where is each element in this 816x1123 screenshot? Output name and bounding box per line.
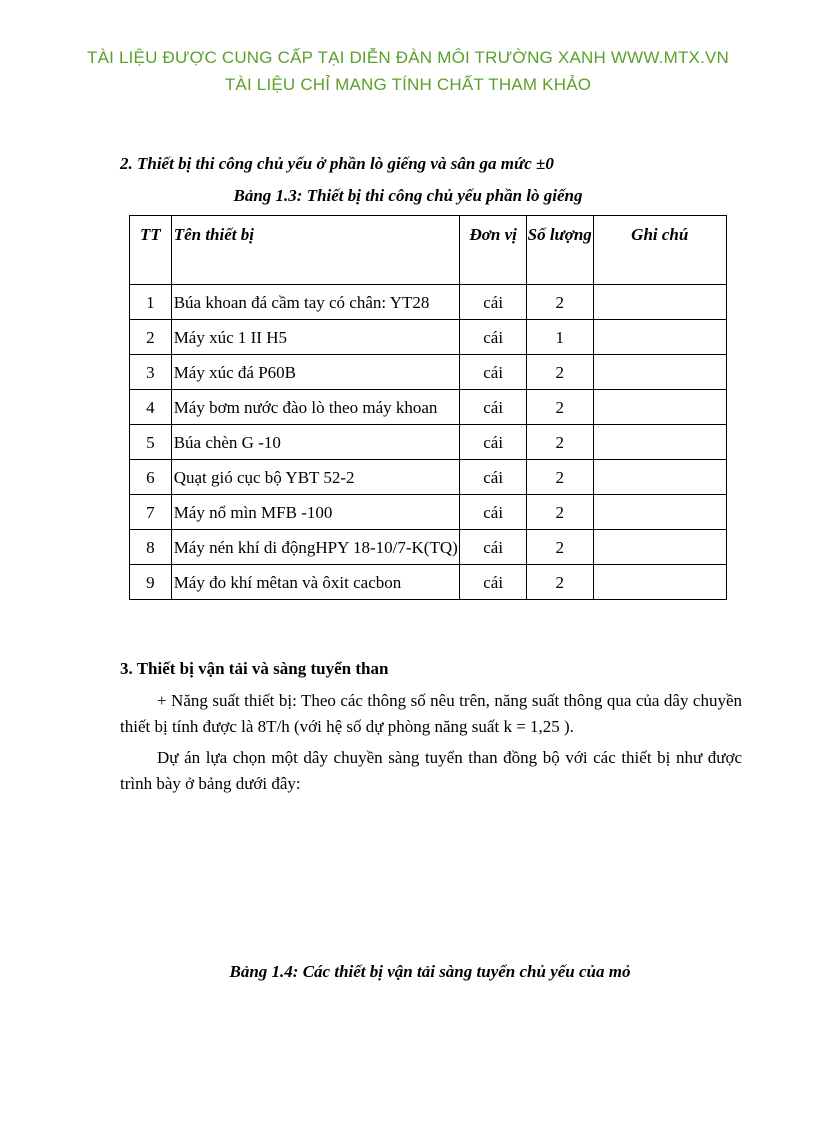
cell-tt: 7 — [130, 495, 172, 530]
cell-note — [593, 320, 726, 355]
equipment-table — [129, 215, 727, 600]
cell-unit: cái — [460, 285, 526, 320]
cell-tt: 6 — [130, 460, 172, 495]
cell-unit: cái — [460, 425, 526, 460]
table-1-3-caption: Bảng 1.3: Thiết bị thi công chủ yếu phần lò giếng — [233, 186, 583, 205]
cell-name: Máy bơm nước đào lò theo máy khoan — [171, 390, 460, 425]
cell-qty: 2 — [526, 355, 593, 390]
cell-note — [593, 460, 726, 495]
cell-unit: cái — [460, 530, 526, 565]
table-1-4-caption: Bảng 1.4: Các thiết bị vận tải sàng tuyển chủ yếu của mỏ — [229, 962, 631, 981]
cell-tt: 9 — [130, 565, 172, 600]
table-row — [130, 460, 727, 495]
cell-qty: 2 — [526, 565, 593, 600]
table-row — [130, 285, 727, 320]
cell-qty: 2 — [526, 425, 593, 460]
paragraph-selection: Dự án lựa chọn một dây chuyền sàng tuyển than đồng bộ với các thiết bị như được trình bày ở bảng dưới đây: — [120, 748, 742, 793]
cell-qty: 2 — [526, 390, 593, 425]
cell-qty: 1 — [526, 320, 593, 355]
cell-tt: 4 — [130, 390, 172, 425]
header-note: Ghi chú — [593, 216, 726, 285]
header-name: Tên thiết bị — [171, 216, 460, 285]
cell-note — [593, 425, 726, 460]
cell-name: Máy xúc 1 II H5 — [171, 320, 460, 355]
cell-note — [593, 390, 726, 425]
header-unit: Đơn vị — [460, 216, 526, 285]
cell-note — [593, 530, 726, 565]
cell-note — [593, 495, 726, 530]
cell-unit: cái — [460, 320, 526, 355]
cell-tt: 5 — [130, 425, 172, 460]
cell-note — [593, 285, 726, 320]
cell-tt: 1 — [130, 285, 172, 320]
table-row — [130, 565, 727, 600]
cell-unit: cái — [460, 460, 526, 495]
banner-line-1: TÀI LIỆU ĐƯỢC CUNG CẤP TẠI DIỄN ĐÀN MÔI TRƯỜNG XANH WWW.MTX.VN — [86, 48, 730, 67]
cell-unit: cái — [460, 495, 526, 530]
header-tt: TT — [130, 216, 172, 285]
section-3-heading: 3. Thiết bị vận tải và sàng tuyển than — [120, 659, 389, 678]
table-row — [130, 355, 727, 390]
paragraph-capacity: + Năng suất thiết bị: Theo các thông số nêu trên, năng suất thông qua của dây chuyền thiết bị tính được là 8T/h (với hệ số dự phòng năng suất k = 1,25 ). — [120, 691, 742, 736]
section-2-heading: 2. Thiết bị thi công chủ yếu ở phần lò giếng và sân ga mức ±0 — [120, 154, 554, 173]
cell-qty: 2 — [526, 530, 593, 565]
cell-note — [593, 355, 726, 390]
cell-name: Búa chèn G -10 — [171, 425, 460, 460]
cell-unit: cái — [460, 565, 526, 600]
cell-tt: 8 — [130, 530, 172, 565]
cell-name: Máy nén khí di độngHPY 18-10/7-K(TQ) — [171, 530, 460, 565]
banner-line-2: TÀI LIỆU CHỈ MANG TÍNH CHẤT THAM KHẢO — [224, 75, 592, 94]
cell-name: Búa khoan đá cầm tay có chân: YT28 — [171, 285, 460, 320]
cell-tt: 3 — [130, 355, 172, 390]
table-row — [130, 390, 727, 425]
cell-name: Máy đo khí mêtan và ôxit cacbon — [171, 565, 460, 600]
cell-qty: 2 — [526, 285, 593, 320]
cell-name: Máy nổ mìn MFB -100 — [171, 495, 460, 530]
cell-unit: cái — [460, 390, 526, 425]
cell-name: Quạt gió cục bộ YBT 52-2 — [171, 460, 460, 495]
table-header-row — [130, 216, 727, 285]
table-row — [130, 530, 727, 565]
table-row — [130, 425, 727, 460]
cell-qty: 2 — [526, 495, 593, 530]
cell-name: Máy xúc đá P60B — [171, 355, 460, 390]
cell-unit: cái — [460, 355, 526, 390]
table-row — [130, 495, 727, 530]
table-row — [130, 320, 727, 355]
cell-qty: 2 — [526, 460, 593, 495]
header-qty: Số lượng — [526, 216, 593, 285]
cell-tt: 2 — [130, 320, 172, 355]
cell-note — [593, 565, 726, 600]
